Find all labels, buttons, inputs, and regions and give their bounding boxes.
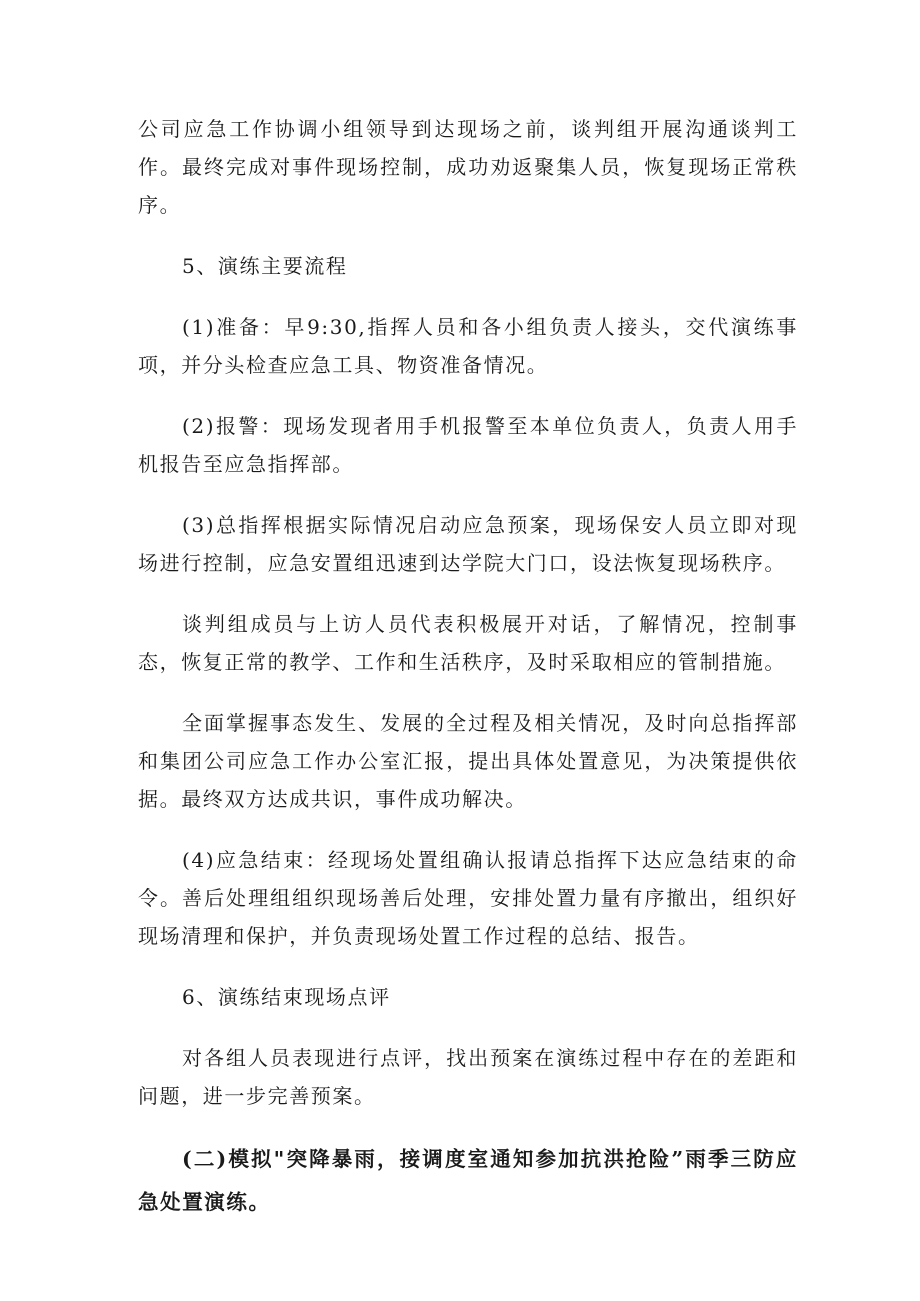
paragraph-review: 对各组人员表现进行点评，找出预案在演练过程中存在的差距和问题，进一步完善预案。 (138, 1046, 798, 1108)
paragraph-step-end: (4)应急结束：经现场处置组确认报请总指挥下达应急结束的命令。善后处理组组织现场善后处理，安排处置力量有序撤出，组织好现场清理和保护，并负责现场处置工作过程的总结、报告。 (138, 848, 798, 948)
section-heading-flood-drill: (二)模拟"突降暴雨，接调度室通知参加抗洪抢险”雨季三防应急处置演练。 (138, 1147, 798, 1214)
heading-drill-review: 6、演练结束现场点评 (182, 985, 391, 1009)
paragraph-situation-report: 全面掌握事态发生、发展的全过程及相关情况，及时向总指挥部和集团公司应急工作办公室汇报，提出具体处置意见，为决策提供依据。最终双方达成共识，事件成功解决。 (138, 711, 798, 811)
paragraph-negotiation: 谈判组成员与上访人员代表积极展开对话，了解情况，控制事态，恢复正常的教学、工作和生活秩序，及时采取相应的管制措施。 (138, 612, 798, 674)
heading-drill-main-process: 5、演练主要流程 (182, 254, 348, 278)
paragraph-step-activate-plan: (3)总指挥根据实际情况启动应急预案，现场保安人员立即对现场进行控制，应急安置组迅速到达学院大门口，设法恢复现场秩序。 (138, 513, 798, 575)
paragraph-step-preparation: (1)准备：早9:30,指挥人员和各小组负责人接头，交代演练事项，并分头检查应急工具、物资准备情况。 (138, 315, 798, 377)
paragraph-intro-continuation: 公司应急工作协调小组领导到达现场之前，谈判组开展沟通谈判工作。最终完成对事件现场控制，成功劝返聚集人员，恢复现场正常秩序。 (138, 117, 798, 217)
document-page (138, 110, 798, 1247)
paragraph-step-alarm: (2)报警：现场发现者用手机报警至本单位负责人，负责人用手机报告至应急指挥部。 (138, 414, 798, 476)
